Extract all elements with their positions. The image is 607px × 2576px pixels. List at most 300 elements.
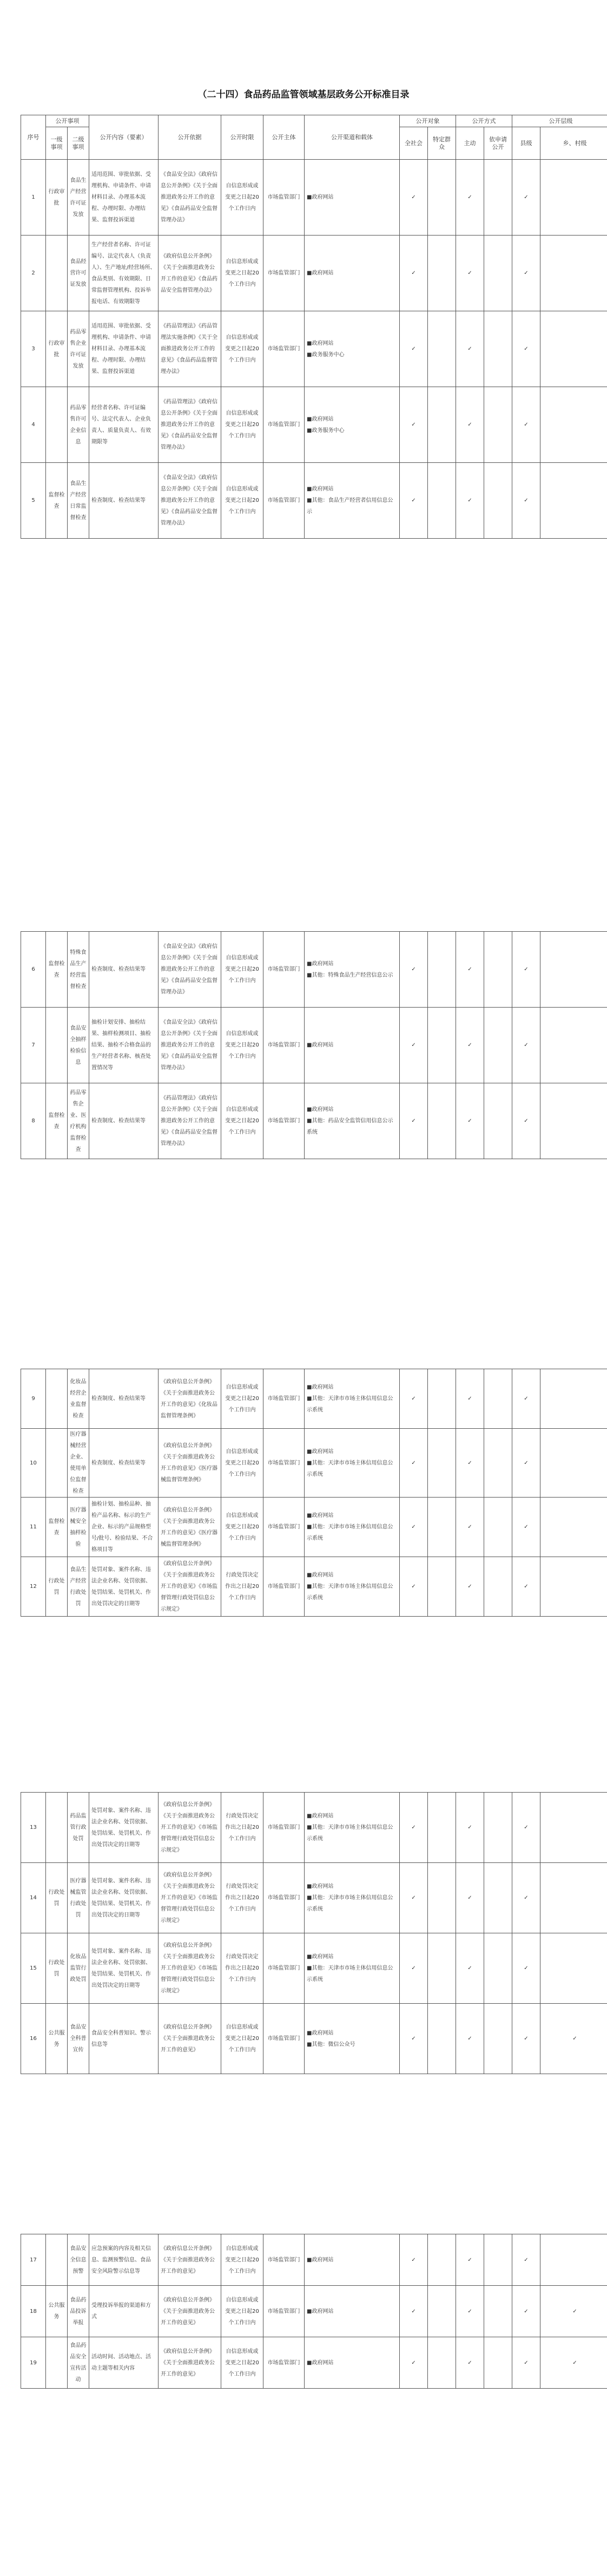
row-time: 自信息形成或变更之日起20个工作日内 (221, 1498, 263, 1557)
row-yiji (46, 1008, 68, 1083)
row-yiji: 行政审批 (46, 160, 68, 236)
check-apply (484, 2004, 512, 2074)
row-yiji: 公共服务 (46, 2004, 68, 2074)
check-mark-icon: ✓ (524, 966, 529, 972)
row-time: 自信息形成或变更之日起20个工作日内 (221, 387, 263, 463)
check-county (512, 1933, 540, 2004)
check-county (512, 1369, 540, 1429)
check-mark-icon: ✓ (467, 1895, 472, 1901)
channel-line: ■政府网站 (307, 1572, 334, 1578)
check-apply (484, 2286, 512, 2337)
check-mark-icon: ✓ (411, 498, 416, 504)
check-town (540, 1557, 607, 1617)
check-mark-icon: ✓ (467, 2308, 472, 2315)
check-county (512, 932, 540, 1008)
row-subject: 市场监管部门 (263, 1008, 305, 1083)
row-time: 自信息形成或变更之日起20个工作日内 (221, 1008, 263, 1083)
channel-line: ■政务服务中心 (307, 427, 345, 434)
check-town (540, 1498, 607, 1557)
check-mark-icon: ✓ (524, 1584, 529, 1590)
check-county (512, 2337, 540, 2389)
row-subject: 市场监管部门 (263, 1863, 305, 1933)
check-mark-icon: ✓ (572, 2036, 577, 2042)
table-page-2 (21, 931, 585, 1159)
check-active (456, 1933, 484, 2004)
header-active: 主动 (456, 127, 484, 160)
check-apply (484, 2337, 512, 2389)
check-specific (428, 1083, 456, 1159)
check-specific (428, 1557, 456, 1617)
row-content: 食品安全科普知识、警示信息等 (89, 2004, 159, 2074)
table-row (21, 1498, 607, 1557)
row-channel (305, 1429, 400, 1498)
check-active (456, 1429, 484, 1498)
check-county (512, 1008, 540, 1083)
row-erji: 药品监管行政处罚 (68, 1793, 89, 1863)
check-mark-icon: ✓ (524, 1965, 529, 1971)
row-channel (305, 387, 400, 463)
check-all-society (400, 932, 428, 1008)
check-apply (484, 1429, 512, 1498)
header-apply: 依申请公开 (484, 127, 512, 160)
row-subject: 市场监管部门 (263, 2004, 305, 2074)
check-mark-icon: ✓ (467, 1042, 472, 1048)
check-apply (484, 1557, 512, 1617)
check-mark-icon: ✓ (524, 1524, 529, 1530)
check-town (540, 1429, 607, 1498)
catalog-table (21, 931, 607, 1159)
channel-line: ■政府网站 (307, 1513, 334, 1519)
header-erji: 二级事项 (68, 127, 89, 160)
check-mark-icon: ✓ (572, 2308, 577, 2315)
channel-line: ■政府网站 (307, 2308, 334, 2315)
check-specific (428, 1369, 456, 1429)
table-row (21, 1793, 607, 1863)
check-mark-icon: ✓ (572, 2359, 577, 2366)
check-mark-icon: ✓ (524, 270, 529, 276)
check-mark-icon: ✓ (467, 1965, 472, 1971)
check-all-society (400, 1933, 428, 2004)
channel-line: ■其他：天津市市场主体信用信息公示系统 (307, 1965, 393, 1983)
table-row (21, 1083, 607, 1159)
row-channel (305, 160, 400, 236)
table-row (21, 2286, 607, 2337)
row-channel (305, 1369, 400, 1429)
check-mark-icon: ✓ (467, 194, 472, 200)
row-time: 自信息形成或变更之日起20个工作日内 (221, 1083, 263, 1159)
check-specific (428, 1933, 456, 2004)
table-row (21, 2234, 607, 2286)
check-active (456, 932, 484, 1008)
check-active (456, 1083, 484, 1159)
row-yiji: 行政审批 (46, 311, 68, 387)
check-active (456, 463, 484, 539)
check-mark-icon: ✓ (524, 346, 529, 352)
check-mark-icon: ✓ (524, 2359, 529, 2366)
channel-line: ■其他：天津市市场主体信用信息公示系统 (307, 1396, 393, 1413)
row-time: 自信息形成或变更之日起20个工作日内 (221, 2234, 263, 2286)
row-seq: 19 (21, 2337, 46, 2389)
table-page-1 (21, 115, 585, 539)
table-row (21, 1369, 607, 1429)
check-mark-icon: ✓ (467, 270, 472, 276)
row-channel (305, 932, 400, 1008)
table-row (21, 463, 607, 539)
check-town (540, 2234, 607, 2286)
check-active (456, 2286, 484, 2337)
check-town (540, 311, 607, 387)
header-subject: 公开主体 (263, 115, 305, 160)
header-time: 公开时限 (221, 115, 263, 160)
row-basis: 《政府信息公开条例》《关于全面推进政务公开工作的意见》《市场监督管理行政处罚信息公示规定》 (159, 1557, 221, 1617)
check-mark-icon: ✓ (467, 1524, 472, 1530)
row-content: 受理投诉举报的渠道和方式 (89, 2286, 159, 2337)
check-specific (428, 387, 456, 463)
row-channel (305, 2337, 400, 2389)
row-basis: 《政府信息公开条例》《关于全面推进政务公开工作的意见》 (159, 2234, 221, 2286)
check-mark-icon: ✓ (411, 1584, 416, 1590)
check-specific (428, 1793, 456, 1863)
channel-line: ■政府网站 (307, 194, 334, 200)
table-row (21, 311, 607, 387)
row-time: 行政处罚决定作出之日起20个工作日内 (221, 1793, 263, 1863)
header-town: 乡、村级 (540, 127, 607, 160)
check-mark-icon: ✓ (411, 2036, 416, 2042)
check-apply (484, 1863, 512, 1933)
check-mark-icon: ✓ (524, 1895, 529, 1901)
row-subject: 市场监管部门 (263, 1429, 305, 1498)
row-seq: 4 (21, 387, 46, 463)
header-seq: 序号 (21, 115, 46, 160)
header-channel: 公开渠道和载体 (305, 115, 400, 160)
table-row (21, 932, 607, 1008)
row-basis: 《政府信息公开条例》《关于全面推进政务公开工作的意见》 (159, 2004, 221, 2074)
check-town (540, 2004, 607, 2074)
row-yiji: 监督检查 (46, 1498, 68, 1557)
row-content: 处罚对象、案件名称、违法企业名称、处罚依据、处罚结果、处罚机关、作出处罚决定的日期等 (89, 1863, 159, 1933)
check-county (512, 463, 540, 539)
channel-line: ■政府网站 (307, 1884, 334, 1889)
check-apply (484, 463, 512, 539)
check-county (512, 1793, 540, 1863)
check-all-society (400, 236, 428, 311)
row-time: 自信息形成或变更之日起20个工作日内 (221, 463, 263, 539)
channel-line: ■政府网站 (307, 1448, 334, 1455)
check-mark-icon: ✓ (467, 1396, 472, 1402)
row-content: 处罚对象、案件名称、违法企业名称、处罚依据、处罚结果、处罚机关、作出处罚决定的日期等 (89, 1793, 159, 1863)
row-subject: 市场监管部门 (263, 463, 305, 539)
check-active (456, 1369, 484, 1429)
check-mark-icon: ✓ (524, 1042, 529, 1048)
table-page-3 (21, 1369, 585, 1617)
row-seq: 8 (21, 1083, 46, 1159)
row-erji: 食品安全信息预警 (68, 2234, 89, 2286)
channel-line: ■其他：天津市市场主体信用信息公示系统 (307, 1584, 393, 1601)
row-basis: 《药品管理法》《政府信息公开条例》《关于全面推进政务公开工作的意见》《食品药品安全监督管理办法》 (159, 1083, 221, 1159)
check-mark-icon: ✓ (467, 2257, 472, 2263)
check-town (540, 2286, 607, 2337)
row-subject: 市场监管部门 (263, 1369, 305, 1429)
row-erji: 食品安全科普宣传 (68, 2004, 89, 2074)
check-mark-icon: ✓ (524, 1118, 529, 1124)
table-row (21, 236, 607, 311)
row-seq: 13 (21, 1793, 46, 1863)
channel-line: ■政府网站 (307, 960, 334, 967)
row-yiji (46, 1369, 68, 1429)
check-apply (484, 1498, 512, 1557)
check-active (456, 311, 484, 387)
check-town (540, 236, 607, 311)
row-content: 生产经营者名称、许可证编号、法定代表人（负责人）、生产地址/经营场所、食品类别、有效期限、日常监督管理机构、投诉举报电话、有效期限等 (89, 236, 159, 311)
table-page-5 (21, 2234, 585, 2389)
row-channel (305, 1557, 400, 1617)
row-erji: 食品生产经营日常监督检查 (68, 463, 89, 539)
row-time: 自信息形成或变更之日起20个工作日内 (221, 236, 263, 311)
table-row (21, 1933, 607, 2004)
check-mark-icon: ✓ (411, 1042, 416, 1048)
check-county (512, 2004, 540, 2074)
row-erji: 药品零售许可企业信息 (68, 387, 89, 463)
check-county (512, 1429, 540, 1498)
channel-line: ■其他：天津市市场主体信用信息公示系统 (307, 1460, 393, 1477)
check-mark-icon: ✓ (467, 346, 472, 352)
row-yiji: 公共服务 (46, 2286, 68, 2337)
row-basis: 《食品安全法》《政府信息公开条例》《关于全面推进政务公开工作的意见》《食品药品安全监督管理办法》 (159, 463, 221, 539)
row-subject: 市场监管部门 (263, 1557, 305, 1617)
row-yiji: 监督检查 (46, 463, 68, 539)
row-yiji: 行政处罚 (46, 1933, 68, 2004)
channel-line: ■政府网站 (307, 1384, 334, 1390)
row-basis: 《政府信息公开条例》《关于全面推进政务公开工作的意见》 (159, 2286, 221, 2337)
row-basis: 《政府信息公开条例》《关于全面推进政务公开工作的意见》《化妆品监督管理条例》 (159, 1369, 221, 1429)
row-content: 适用范围、审批依据、受理机构、申请条件、申请材料目录、办理基本流程、办理时限、办理结果、监督投诉渠道 (89, 160, 159, 236)
check-active (456, 1557, 484, 1617)
channel-line: ■其他：天津市市场主体信用信息公示系统 (307, 1825, 393, 1842)
catalog-table (21, 2234, 607, 2389)
check-mark-icon: ✓ (524, 498, 529, 504)
row-seq: 10 (21, 1429, 46, 1498)
check-active (456, 387, 484, 463)
check-mark-icon: ✓ (467, 2036, 472, 2042)
table-row (21, 160, 607, 236)
check-specific (428, 2337, 456, 2389)
header-specific: 特定群众 (428, 127, 456, 160)
row-subject: 市场监管部门 (263, 1793, 305, 1863)
check-all-society (400, 1369, 428, 1429)
check-all-society (400, 2337, 428, 2389)
row-erji: 食品经营许可证发放 (68, 236, 89, 311)
check-town (540, 932, 607, 1008)
row-seq: 15 (21, 1933, 46, 2004)
page-title: （二十四）食品药品监管领域基层政务公开标准目录 (197, 89, 410, 100)
check-mark-icon: ✓ (411, 422, 416, 428)
check-county (512, 1863, 540, 1933)
row-content: 检查制度、检查结果等 (89, 1083, 159, 1159)
row-yiji (46, 2234, 68, 2286)
row-seq: 12 (21, 1557, 46, 1617)
check-all-society (400, 311, 428, 387)
row-basis: 《食品安全法》《政府信息公开条例》《关于全面推进政务公开工作的意见》《食品药品安全监督管理办法》 (159, 932, 221, 1008)
check-active (456, 1793, 484, 1863)
catalog-table (21, 1369, 607, 1617)
check-mark-icon: ✓ (411, 1825, 416, 1830)
row-basis: 《食品安全法》《政府信息公开条例》《关于全面推进政务公开工作的意见》《食品药品安全监督管理办法》 (159, 160, 221, 236)
check-specific (428, 463, 456, 539)
check-specific (428, 2286, 456, 2337)
check-specific (428, 311, 456, 387)
check-apply (484, 1083, 512, 1159)
check-mark-icon: ✓ (467, 2359, 472, 2366)
row-erji: 医疗器械监管行政处罚 (68, 1863, 89, 1933)
row-erji: 食品药品安全宣传活动 (68, 2337, 89, 2389)
check-all-society (400, 2286, 428, 2337)
row-time: 自信息形成或变更之日起20个工作日内 (221, 932, 263, 1008)
channel-line: ■政府网站 (307, 270, 334, 276)
check-mark-icon: ✓ (524, 2308, 529, 2315)
channel-line: ■其他：微信公众号 (307, 2041, 355, 2048)
row-basis: 《政府信息公开条例》《关于全面推进政务公开工作的意见》《医疗器械监督管理条例》 (159, 1498, 221, 1557)
row-content: 处罚对象、案件名称、违法企业名称、处罚依据、处罚结果、处罚机关、作出处罚决定的日期等 (89, 1933, 159, 2004)
check-mark-icon: ✓ (411, 1895, 416, 1901)
check-active (456, 2234, 484, 2286)
row-yiji (46, 236, 68, 311)
check-mark-icon: ✓ (467, 1460, 472, 1466)
row-subject: 市场监管部门 (263, 311, 305, 387)
row-subject: 市场监管部门 (263, 1498, 305, 1557)
row-erji: 药品零售企业、医疗机构监督检查 (68, 1083, 89, 1159)
row-yiji (46, 387, 68, 463)
check-specific (428, 236, 456, 311)
check-all-society (400, 1793, 428, 1863)
channel-line: ■其他：天津市市场主体信用信息公示系统 (307, 1524, 393, 1541)
check-county (512, 160, 540, 236)
check-apply (484, 932, 512, 1008)
row-content: 抽检计划安排、抽检结果、抽样检测项目、抽检结果、抽检不合格食品的生产经营者名称、核查处置情况等 (89, 1008, 159, 1083)
header-basis: 公开依据 (159, 115, 221, 160)
check-mark-icon: ✓ (411, 346, 416, 352)
row-erji: 化妆品监管行政处罚 (68, 1933, 89, 2004)
row-seq: 3 (21, 311, 46, 387)
row-erji: 医疗器械经营企业、使用单位监督检查 (68, 1429, 89, 1498)
row-channel (305, 1863, 400, 1933)
check-apply (484, 160, 512, 236)
check-mark-icon: ✓ (411, 194, 416, 200)
check-all-society (400, 1083, 428, 1159)
row-basis: 《药品管理法》《药品管理法实施条例》《关于全面推进政务公开工作的意见》《食品药品监督管理办法》 (159, 311, 221, 387)
header-county: 县级 (512, 127, 540, 160)
table-row (21, 1429, 607, 1498)
check-all-society (400, 1498, 428, 1557)
header-level: 公开层级 (512, 115, 607, 127)
check-mark-icon: ✓ (411, 1965, 416, 1971)
check-town (540, 1083, 607, 1159)
row-time: 自信息形成或变更之日起20个工作日内 (221, 311, 263, 387)
row-erji: 食品安全抽样检验信息 (68, 1008, 89, 1083)
check-active (456, 160, 484, 236)
row-subject: 市场监管部门 (263, 236, 305, 311)
row-yiji: 行政处罚 (46, 1557, 68, 1617)
check-town (540, 463, 607, 539)
row-seq: 9 (21, 1369, 46, 1429)
check-all-society (400, 1863, 428, 1933)
row-channel (305, 1083, 400, 1159)
check-town (540, 2337, 607, 2389)
check-county (512, 387, 540, 463)
row-basis: 《政府信息公开条例》《关于全面推进政务公开工作的意见》 (159, 2337, 221, 2389)
row-time: 自信息形成或变更之日起20个工作日内 (221, 160, 263, 236)
channel-line: ■其他：天津市市场主体信用信息公示系统 (307, 1895, 393, 1912)
row-time: 自信息形成或变更之日起20个工作日内 (221, 1369, 263, 1429)
row-content: 适用范围、审批依据、受理机构、申请条件、申请材料目录、办理基本流程、办理时限、办理结果、监督投诉渠道 (89, 311, 159, 387)
row-erji: 食品生产经营行政处罚 (68, 1557, 89, 1617)
channel-line: ■政府网站 (307, 2359, 334, 2366)
check-specific (428, 932, 456, 1008)
row-subject: 市场监管部门 (263, 1083, 305, 1159)
check-active (456, 1498, 484, 1557)
row-content: 活动时间、活动地点、活动主题等相关内容 (89, 2337, 159, 2389)
row-content: 检查制度、检查结果等 (89, 1369, 159, 1429)
row-basis: 《政府信息公开条例》《关于全面推进政务公开工作的意见》《市场监督管理行政处罚信息公示规定》 (159, 1863, 221, 1933)
check-all-society (400, 160, 428, 236)
channel-line: ■政府网站 (307, 1813, 334, 1819)
row-channel (305, 2004, 400, 2074)
row-channel (305, 1933, 400, 2004)
row-subject: 市场监管部门 (263, 160, 305, 236)
header-yiji: 一级事项 (46, 127, 68, 160)
row-basis: 《政府信息公开条例》《关于全面推进政务公开工作的意见》《医疗器械监督管理条例》 (159, 1429, 221, 1498)
row-yiji (46, 2337, 68, 2389)
check-apply (484, 311, 512, 387)
row-channel (305, 1793, 400, 1863)
check-apply (484, 1008, 512, 1083)
channel-line: ■政府网站 (307, 416, 334, 422)
row-content: 检查制度、检查结果等 (89, 932, 159, 1008)
check-town (540, 1008, 607, 1083)
row-seq: 14 (21, 1863, 46, 1933)
check-mark-icon: ✓ (467, 1825, 472, 1830)
catalog-table (21, 115, 607, 539)
check-apply (484, 2234, 512, 2286)
table-row (21, 2337, 607, 2389)
check-mark-icon: ✓ (411, 1396, 416, 1402)
row-yiji (46, 1429, 68, 1498)
row-subject: 市场监管部门 (263, 387, 305, 463)
channel-line: ■政务服务中心 (307, 351, 345, 358)
row-content: 检查制度、检查结果等 (89, 1429, 159, 1498)
check-mark-icon: ✓ (467, 422, 472, 428)
check-mark-icon: ✓ (524, 1396, 529, 1402)
check-mark-icon: ✓ (411, 1460, 416, 1466)
row-time: 行政处罚决定作出之日起20个工作日内 (221, 1933, 263, 2004)
row-basis: 《政府信息公开条例》《关于全面推进政务公开工作的意见》《市场监督管理行政处罚信息公示规定》 (159, 1793, 221, 1863)
table-row (21, 1863, 607, 1933)
table-row (21, 387, 607, 463)
check-apply (484, 387, 512, 463)
check-all-society (400, 1557, 428, 1617)
check-mark-icon: ✓ (411, 1524, 416, 1530)
check-mark-icon: ✓ (524, 2036, 529, 2042)
channel-line: ■政府网站 (307, 2257, 334, 2263)
check-all-society (400, 1429, 428, 1498)
check-all-society (400, 387, 428, 463)
row-seq: 2 (21, 236, 46, 311)
check-specific (428, 2234, 456, 2286)
channel-line: ■其他：药品安全监管信用信息公示系统 (307, 1118, 393, 1135)
row-seq: 7 (21, 1008, 46, 1083)
header-method: 公开方式 (456, 115, 512, 127)
check-apply (484, 1369, 512, 1429)
table-row (21, 1008, 607, 1083)
